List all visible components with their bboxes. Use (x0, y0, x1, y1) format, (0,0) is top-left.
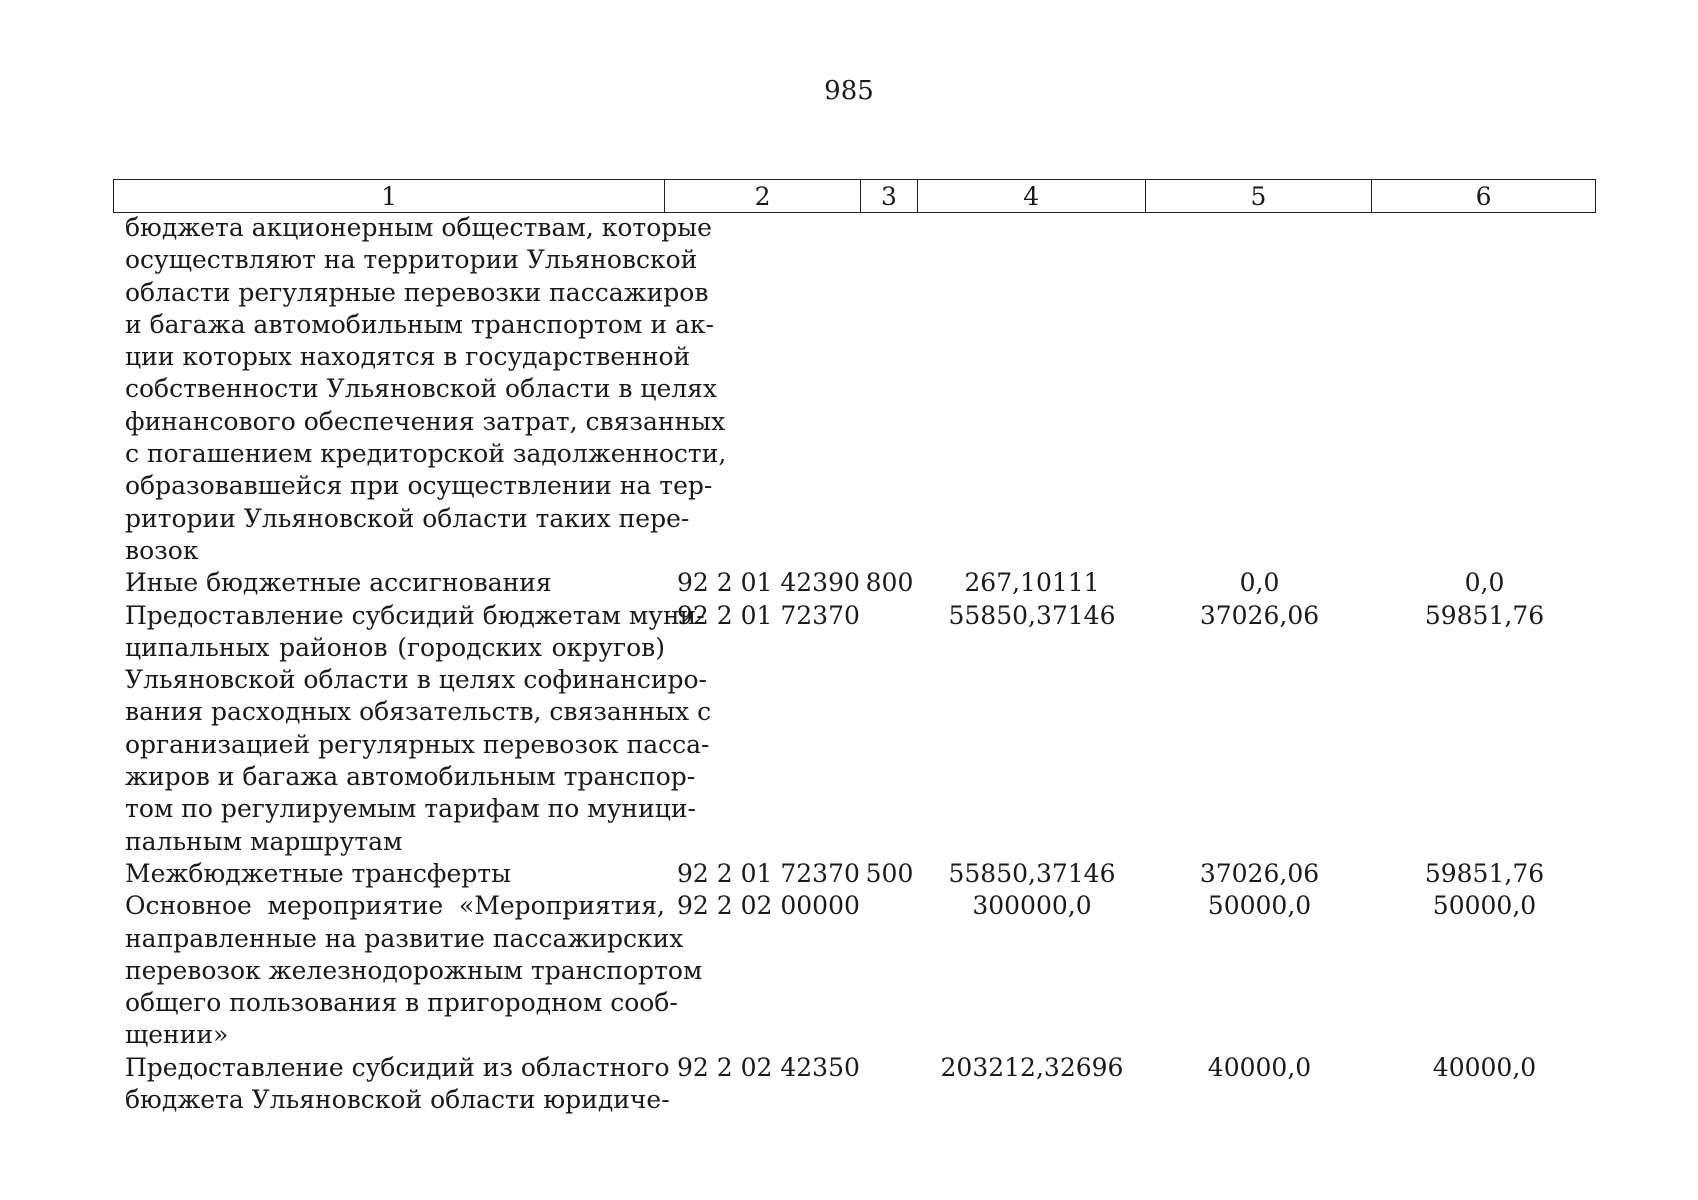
page-number: 985 (824, 76, 874, 106)
value-col-6: 59851,76 (1424, 600, 1545, 630)
description-line: с погашением кредиторской задолженности, (125, 439, 727, 469)
expense-type: 800 (865, 568, 914, 598)
expense-type (861, 890, 918, 1051)
table-row (113, 212, 1596, 567)
table-row (113, 890, 1596, 1051)
row-description (113, 600, 712, 858)
target-code: 92 2 01 72370 (677, 858, 860, 888)
description-line: организацией регулярных перевозок пасса- (125, 729, 710, 759)
value-col-4: 203212,32696 (940, 1052, 1124, 1082)
column-header-3: 3 (861, 180, 918, 212)
value-col-4: 55850,37146 (948, 600, 1116, 630)
column-header-4: 4 (918, 180, 1146, 212)
value-col-6: 59851,76 (1424, 858, 1545, 888)
target-code: 92 2 02 00000 (677, 891, 860, 921)
description-line: возок (125, 535, 199, 565)
description-line: том по регулируемым тарифам по муници- (125, 794, 696, 824)
value-col-5: 37026,06 (1199, 600, 1320, 630)
description-line: бюджета акционерным обществам, которые (125, 213, 712, 242)
description-line: направленные на развитие пассажирских (125, 923, 684, 953)
row-description (113, 890, 703, 1051)
description-line: ции которых находятся в государственной (125, 342, 691, 372)
description-line: Предоставление субсидий из областного (125, 1052, 670, 1082)
value-col-4: 55850,37146 (948, 858, 1116, 888)
description-line: Предоставление субсидий бюджетам муни- (125, 600, 705, 630)
value-col-5: 0,0 (1239, 568, 1280, 598)
description-line: собственности Ульяновской области в целях (125, 374, 718, 404)
description-line: ритории Ульяновской области таких пере- (125, 503, 690, 533)
expense-type (861, 600, 918, 858)
target-code: 92 2 01 42390 (677, 568, 860, 598)
column-header-5: 5 (1146, 180, 1373, 212)
description-line: Ульяновской области в целях софинансиро- (125, 665, 708, 695)
row-description (113, 212, 727, 567)
target-code: 92 2 02 42350 (677, 1052, 860, 1082)
description-line: жиров и багажа автомобильным транспор- (125, 762, 696, 792)
row-description (113, 567, 665, 599)
description-line: бюджета Ульяновской области юридиче- (125, 1085, 670, 1115)
description-line: Основное мероприятие «Мероприятия, (125, 891, 665, 921)
description-line: общего пользования в пригородном сооб- (125, 988, 678, 1018)
column-header-2: 2 (665, 180, 861, 212)
value-col-5: 40000,0 (1207, 1052, 1312, 1082)
value-col-5 (1146, 212, 1373, 567)
value-col-5: 50000,0 (1207, 891, 1312, 921)
description-line: перевозок железнодорожным транспортом (125, 955, 703, 985)
value-col-4: 267,10111 (964, 568, 1100, 598)
table-row (113, 600, 1596, 858)
table-row (113, 858, 1596, 890)
row-description (113, 1052, 670, 1117)
expense-type (861, 212, 918, 567)
value-col-6 (1373, 212, 1596, 567)
description-line: пальным маршрутам (125, 826, 403, 856)
table-row (113, 1052, 1596, 1117)
table-header (113, 179, 1596, 213)
value-col-6: 0,0 (1464, 568, 1505, 598)
description-line: Иные бюджетные ассигнования (125, 568, 552, 598)
expense-type (861, 1052, 918, 1117)
target-code (665, 212, 861, 567)
table-body (113, 212, 1596, 1116)
expense-type: 500 (865, 858, 914, 888)
value-col-6: 40000,0 (1432, 1052, 1537, 1082)
description-line: образовавшейся при осуществлении на тер- (125, 471, 713, 501)
target-code: 92 2 01 72370 (677, 600, 860, 630)
row-description (113, 858, 665, 890)
description-line: щении» (125, 1020, 229, 1050)
description-line: ципальных районов (городских округов) (125, 632, 665, 662)
description-line: вания расходных обязательств, связанных с (125, 697, 712, 727)
column-header-1: 1 (114, 180, 665, 212)
table-row (113, 567, 1596, 599)
description-line: осуществляют на территории Ульяновской (125, 245, 698, 275)
value-col-4 (918, 212, 1146, 567)
description-line: и багажа автомобильным транспортом и ак- (125, 309, 714, 339)
description-line: области регулярные перевозки пассажиров (125, 277, 709, 307)
value-col-4: 300000,0 (972, 891, 1092, 921)
description-line: финансового обеспечения затрат, связанных (125, 406, 726, 436)
value-col-6: 50000,0 (1432, 891, 1537, 921)
description-line: Межбюджетные трансферты (125, 858, 512, 888)
column-header-6: 6 (1475, 181, 1492, 211)
value-col-5: 37026,06 (1199, 858, 1320, 888)
